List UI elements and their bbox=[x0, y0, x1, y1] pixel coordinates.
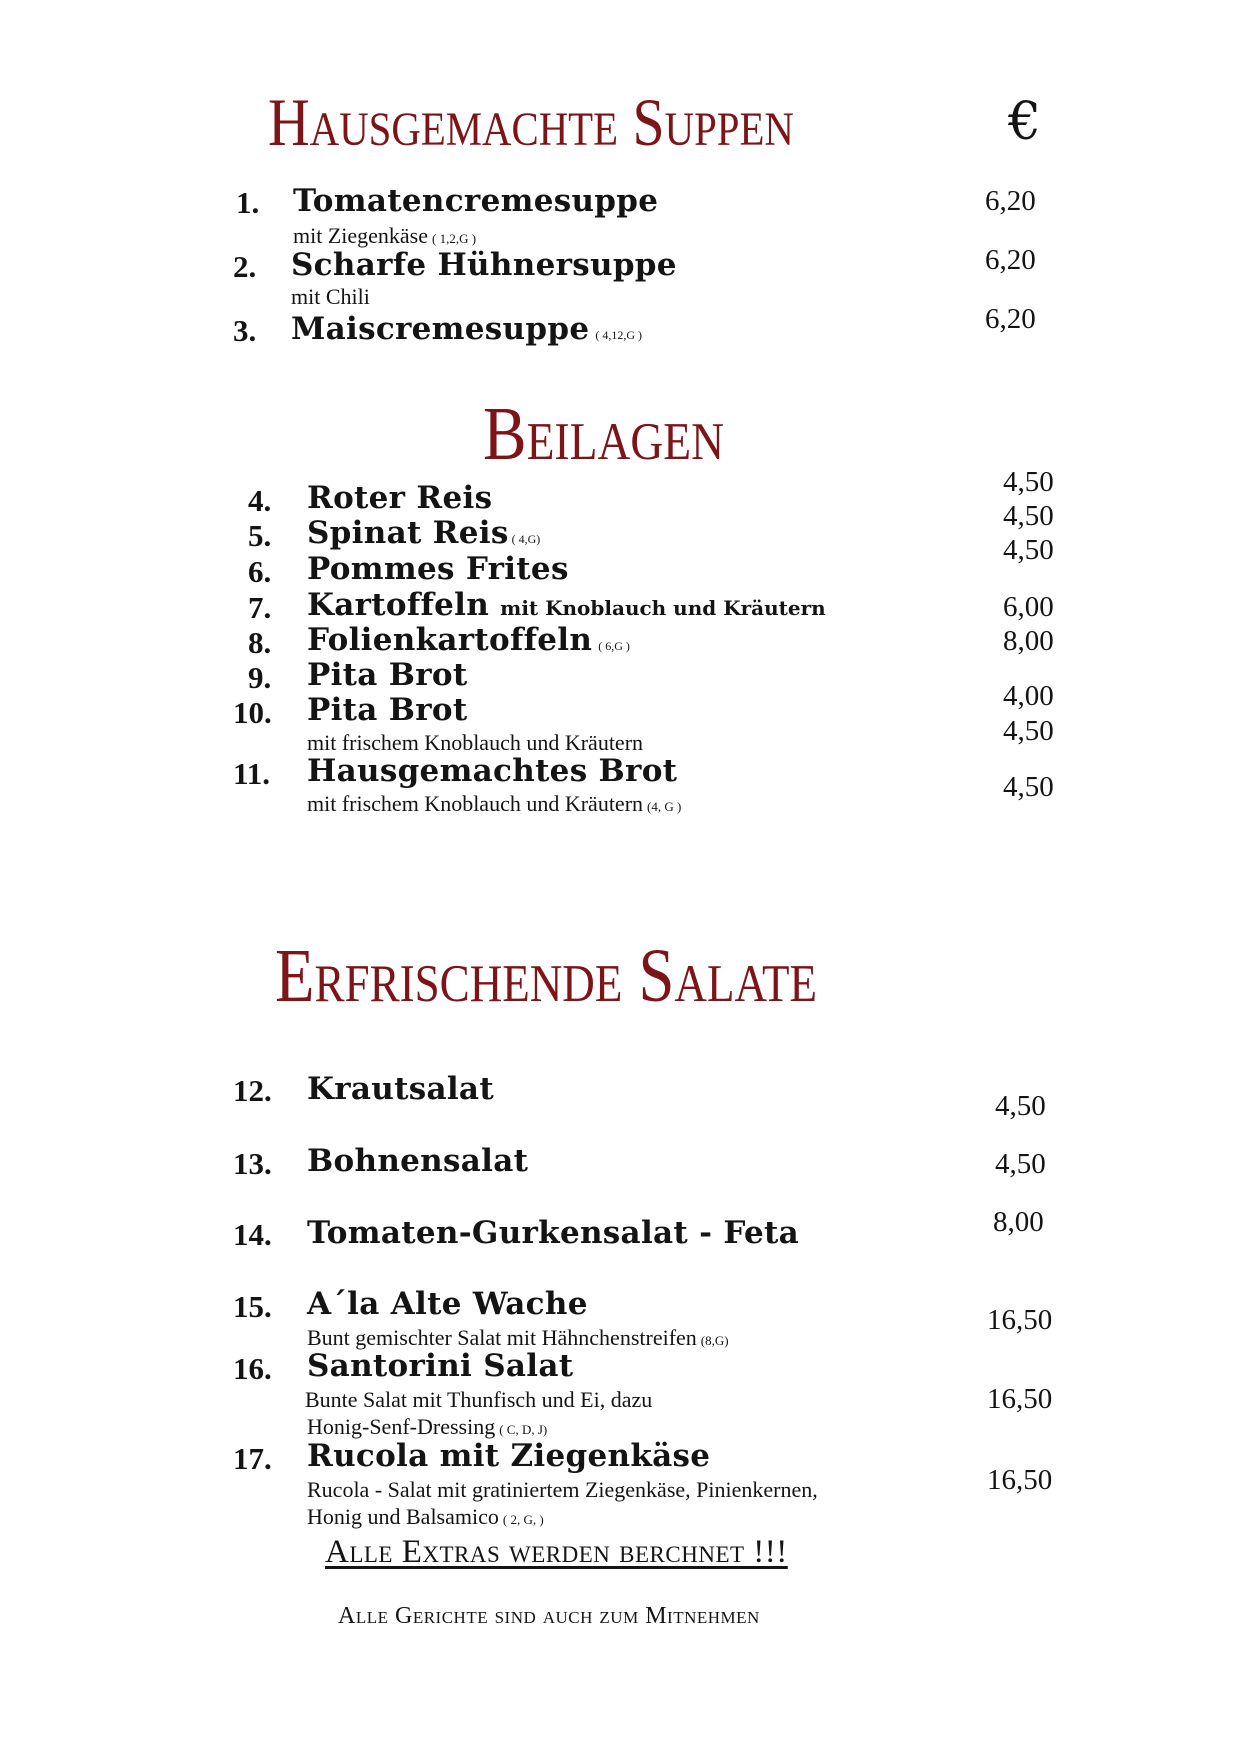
item-price: 4,50 bbox=[1003, 500, 1054, 532]
allergen-codes: ( 2, G, ) bbox=[502, 1512, 544, 1527]
item-name: Pita Brot bbox=[307, 692, 468, 728]
allergen-codes: ( 4,12,G ) bbox=[595, 328, 643, 342]
item-number: 6. bbox=[248, 554, 272, 589]
item-price: 16,50 bbox=[987, 1304, 1053, 1336]
item-price: 6,20 bbox=[985, 244, 1036, 276]
allergen-codes: ( 4,G) bbox=[511, 532, 541, 546]
item-description-line2: Honig-Senf-Dressing ( C, D, J) bbox=[307, 1414, 548, 1439]
item-name-suffix: mit Knoblauch und Kräutern bbox=[500, 596, 826, 620]
item-number: 2. bbox=[233, 249, 257, 284]
item-name: Tomatencremesuppe bbox=[293, 183, 659, 219]
item-description: Bunte Salat mit Thunfisch und Ei, dazu bbox=[305, 1387, 653, 1412]
item-price: 6,20 bbox=[985, 185, 1036, 217]
takeaway-notice: Alle Gerichte sind auch zum Mitnehmen bbox=[338, 1603, 760, 1629]
item-number: 10. bbox=[233, 695, 272, 730]
allergen-codes: ( 6,G ) bbox=[598, 639, 630, 653]
item-name: Kartoffeln mit Knoblauch und Kräutern bbox=[307, 587, 826, 623]
allergen-codes: (8,G) bbox=[700, 1333, 729, 1348]
item-description: Rucola - Salat mit gratiniertem Ziegenkäse, Pinienkernen, bbox=[307, 1477, 818, 1502]
item-price: 8,00 bbox=[993, 1206, 1044, 1238]
section-title-salate: Erfrischende Salate bbox=[275, 934, 818, 1018]
item-number: 4. bbox=[248, 483, 272, 518]
item-number: 13. bbox=[233, 1146, 272, 1181]
item-description: mit frischem Knoblauch und Kräutern bbox=[307, 730, 644, 755]
item-name: Pommes Frites bbox=[307, 551, 569, 587]
item-number: 8. bbox=[248, 625, 272, 660]
item-price: 4,50 bbox=[1003, 466, 1054, 498]
item-price: 4,50 bbox=[995, 1090, 1046, 1122]
item-description: mit Ziegenkäse ( 1,2,G ) bbox=[293, 223, 477, 248]
extras-notice: Alle Extras werden berchnet !!! bbox=[325, 1534, 788, 1570]
item-name: Roter Reis bbox=[307, 480, 493, 516]
item-price: 6,00 bbox=[1003, 591, 1054, 623]
allergen-codes: ( C, D, J) bbox=[499, 1422, 548, 1437]
item-name: Spinat Reis ( 4,G) bbox=[307, 515, 541, 551]
item-name: Krautsalat bbox=[307, 1071, 494, 1107]
item-price: 16,50 bbox=[987, 1464, 1053, 1496]
item-price: 8,00 bbox=[1003, 625, 1054, 657]
item-number: 1. bbox=[236, 185, 260, 220]
item-price: 4,50 bbox=[1003, 715, 1054, 747]
item-number: 3. bbox=[233, 313, 257, 348]
item-name: Rucola mit Ziegenkäse bbox=[307, 1438, 711, 1474]
item-number: 14. bbox=[233, 1217, 272, 1252]
item-name: Santorini Salat bbox=[307, 1348, 574, 1384]
item-name: Folienkartoffeln ( 6,G ) bbox=[307, 622, 630, 658]
item-price: 4,50 bbox=[1003, 771, 1054, 803]
item-name: Scharfe Hühnersuppe bbox=[291, 247, 677, 283]
item-price: 4,00 bbox=[1003, 680, 1054, 712]
item-price: 16,50 bbox=[987, 1383, 1053, 1415]
item-number: 11. bbox=[233, 756, 271, 791]
item-name: Hausgemachtes Brot bbox=[307, 753, 678, 789]
item-number: 5. bbox=[248, 518, 272, 553]
item-number: 9. bbox=[248, 660, 272, 695]
item-name: Bohnensalat bbox=[307, 1143, 529, 1179]
item-name: A´la Alte Wache bbox=[307, 1286, 588, 1322]
item-description: mit frischem Knoblauch und Kräutern (4, G ) bbox=[307, 791, 682, 816]
allergen-codes: ( 1,2,G ) bbox=[432, 231, 477, 246]
item-price: 6,20 bbox=[985, 303, 1036, 335]
item-name: Pita Brot bbox=[307, 657, 468, 693]
item-description-line2: Honig und Balsamico ( 2, G, ) bbox=[307, 1504, 544, 1529]
currency-symbol: € bbox=[1008, 92, 1042, 152]
allergen-codes: (4, G ) bbox=[647, 799, 682, 814]
item-number: 12. bbox=[233, 1073, 272, 1108]
item-number: 16. bbox=[233, 1351, 272, 1386]
item-name: Maiscremesuppe ( 4,12,G ) bbox=[291, 311, 643, 347]
section-title-suppen: Hausgemachte Suppen bbox=[268, 84, 794, 160]
item-name: Tomaten-Gurkensalat - Feta bbox=[307, 1215, 800, 1251]
item-number: 7. bbox=[248, 590, 272, 625]
item-price: 4,50 bbox=[1003, 534, 1054, 566]
section-title-beilagen: Beilagen bbox=[483, 392, 725, 476]
item-number: 15. bbox=[233, 1289, 272, 1324]
item-number: 17. bbox=[233, 1441, 272, 1476]
item-price: 4,50 bbox=[995, 1148, 1046, 1180]
item-description: Bunt gemischter Salat mit Hähnchenstreifen (8,G) bbox=[307, 1325, 729, 1350]
item-description: mit Chili bbox=[291, 284, 370, 309]
